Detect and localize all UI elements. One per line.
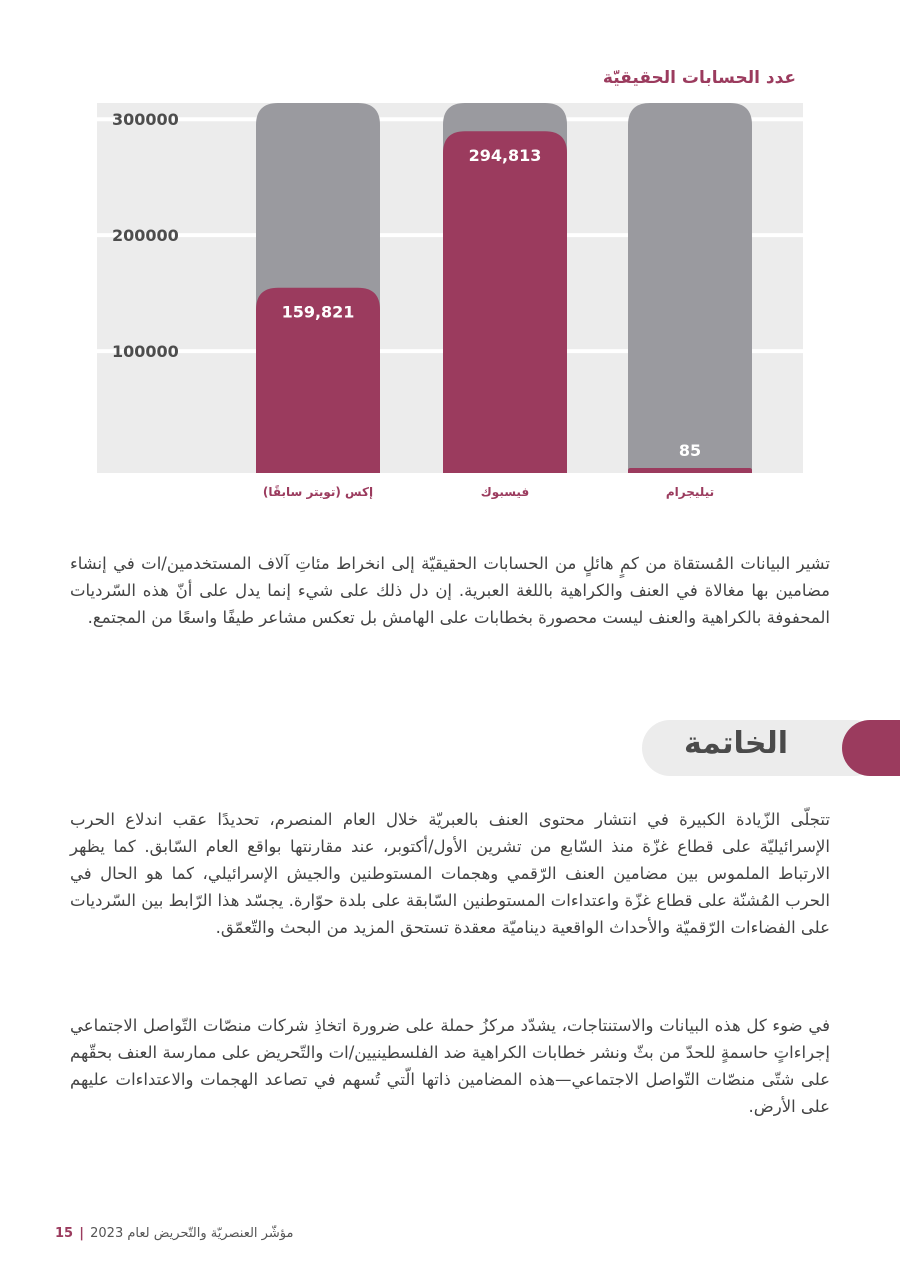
page-footer	[55, 1226, 293, 1241]
chart-title: عدد الحسابات الحقيقيّة	[602, 68, 796, 88]
footer-separator: |	[79, 1226, 84, 1241]
y-tick-label: 200000	[112, 226, 179, 246]
y-tick-label: 100000	[112, 342, 179, 362]
section-header-tab	[842, 720, 900, 776]
bar	[628, 468, 752, 473]
bar-track	[628, 103, 752, 473]
bar-value-label: 294,813	[468, 146, 542, 166]
bar-value-label: 159,821	[281, 302, 355, 322]
x-tick-label: إكس (تويتر سابقًا)	[262, 485, 374, 499]
x-tick-label: تيليجرام	[665, 485, 715, 499]
y-tick-label: 300000	[112, 110, 179, 130]
x-tick-label: فيسبوك	[480, 485, 530, 499]
x-axis-ticks	[263, 485, 714, 500]
footer-title: مؤشّر العنصريّة والتّحريض لعام 2023	[90, 1226, 294, 1241]
conclusion-paragraph-2: في ضوء كل هذه البيانات والاستنتاجات، يشدّد مركزُ حملة على ضرورة اتخاذِ شركات منصّات التّواصل الاجتماعي إجراءاتٍ حاسمةٍ للحدّ من بثّ ونشر خطابات الكراهية ضد الفلسطينيين/ات والتّحريض على ممارسة العنف بحقّهم على شتّى منصّات التّواصل الاجتماعي—هذه المضامين ذاتها الّتي تُسهم في تصاعد الهجمات والاعتداءات عليهم على الأرض.	[70, 1016, 830, 1116]
bar-chart	[0, 0, 900, 520]
section-header	[642, 720, 900, 776]
conclusion-paragraph-1: تتجلّى الزّيادة الكبيرة في انتشار محتوى العنف بالعبريّة خلال العام المنصرم، تحديدًا عقب اندلاع الحرب الإسرائيليّة على قطاع غزّة منذ السّابع من تشرين الأول/أكتوبر، عند مقارنتها بواقع العام السّابق. كما يظهر الارتباط الملموس بين مضامين العنف الرّقمي وهجمات المستوطنين والجيش الإسرائيلي، كما هو الحال في الحرب المُشنّة على قطاع غزّة واعتداءات المستوطنين السّابقة على بلدة حوّارة. يجسّد هذا الرّابط بين السّرديات على الفضاءات الرّقميّة والأحداث الواقعية ديناميّة معقدة تستحق المزيد من البحث والتّعمّق.	[70, 810, 830, 937]
bar-value-label: 85	[678, 441, 702, 460]
section-title: الخاتمة	[683, 726, 788, 761]
page-number: 15	[55, 1226, 74, 1241]
intro-paragraph: تشير البيانات المُستقاة من كمٍ هائلٍ من الحسابات الحقيقيّة إلى انخراط مئاتِ آلاف المستخدمين/ات في إنشاء مضامين بها مغالاة في العنف والكراهية باللغة العبرية. إن دل ذلك على شيء إنما يدل على أنّ هذه السّرديات المحفوفة بالكراهية والعنف ليست محصورة بخطابات على الهامش بل تعكس مشاعر طيفًا واسعًا من المجتمع.	[70, 554, 830, 627]
bar	[443, 131, 567, 473]
